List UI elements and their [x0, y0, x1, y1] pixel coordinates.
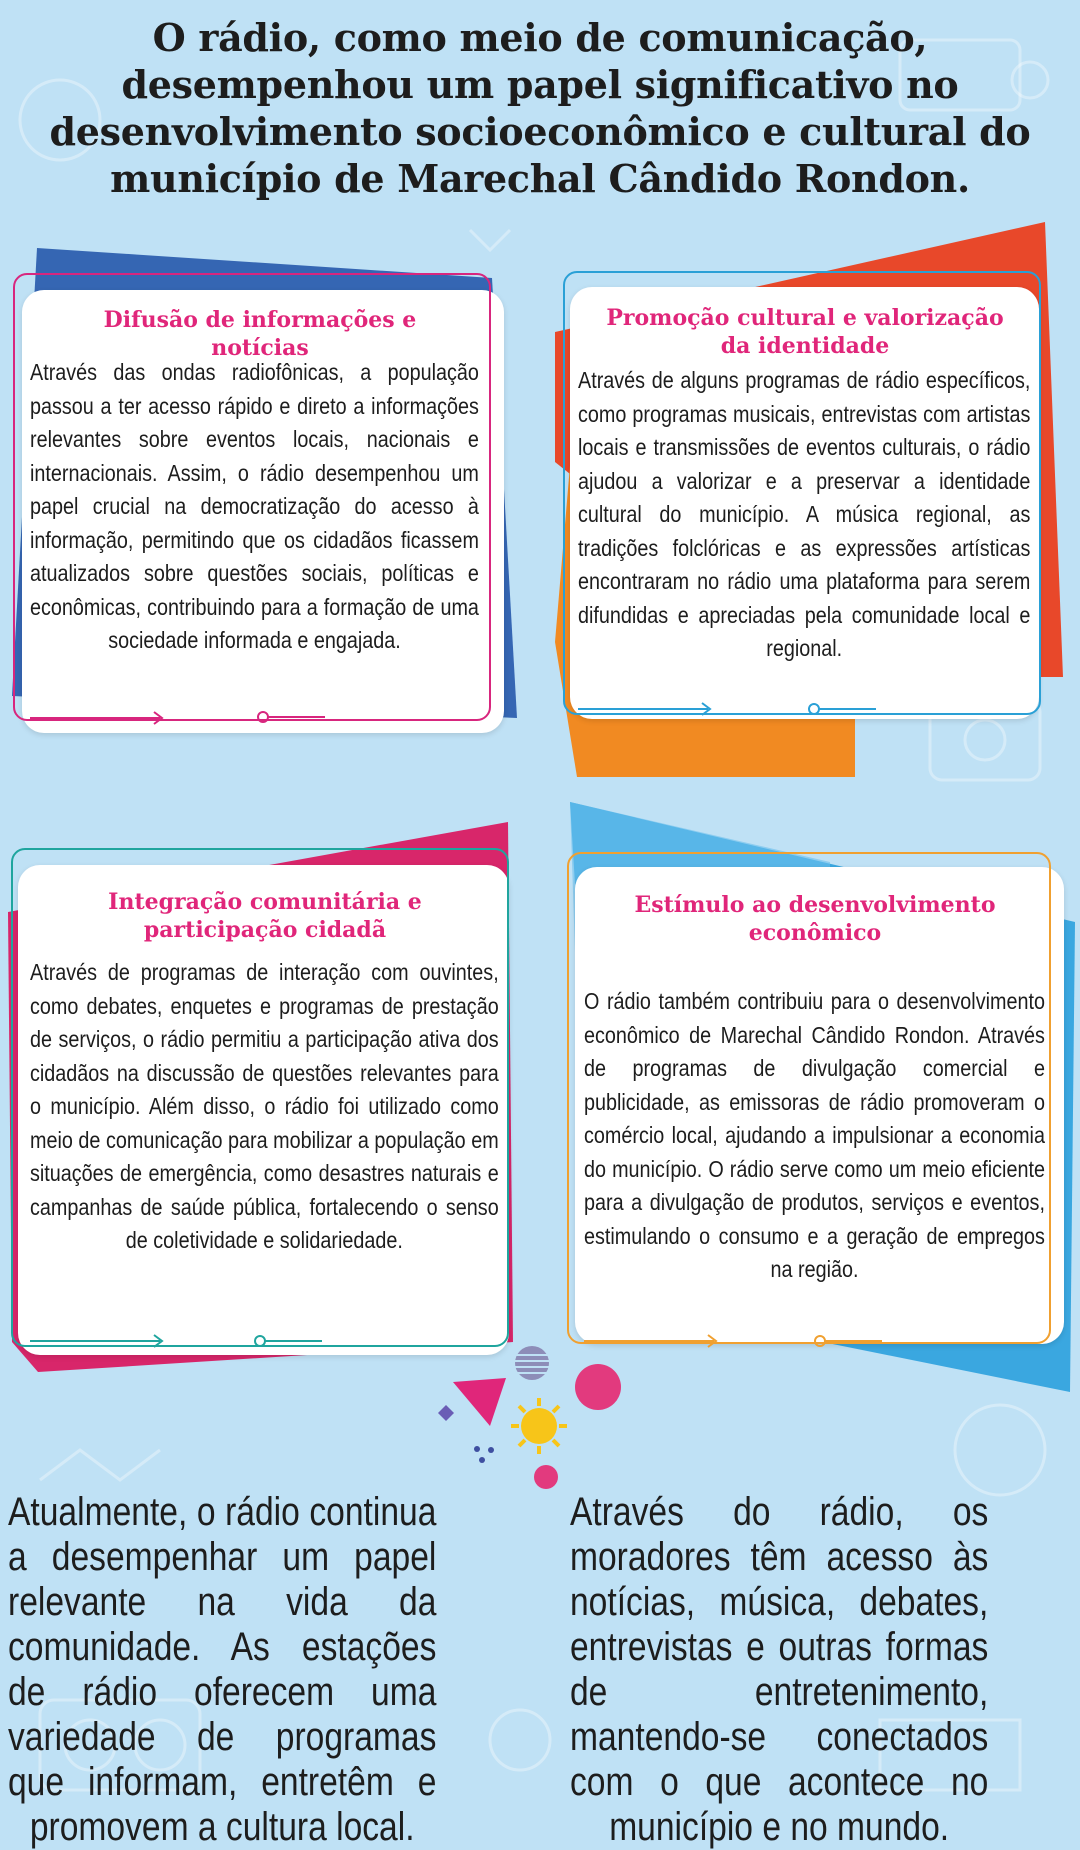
card3-text: Através de programas de interação com ouvintes, como debates, enquetes e programas de prestação de serviços, o rádio permitiu a participação ativa dos cidadãos na discussão de questões relevantes para o município. Além disso, o rádio foi utilizado como meio de comunicação para mobilizar a população em situações de emergência, como desastres naturais e campanhas de saúde pública, fortalecendo o senso de coletividade e solidariedade. [30, 959, 499, 1253]
dot-icon [474, 1446, 480, 1452]
ring-icon [515, 1346, 549, 1380]
ring-icon [806, 701, 876, 717]
sun-icon [511, 1398, 567, 1454]
dot-icon [488, 1447, 494, 1453]
circle-icon [575, 1364, 621, 1410]
card4-title: Estímulo ao desenvolvimento econômico [634, 892, 996, 946]
card1-title: Difusão de informações e notícias [103, 307, 417, 361]
card2-title: Promoção cultural e valorização da identidade [606, 305, 1004, 359]
dot-icon [479, 1457, 485, 1463]
page-title: O rádio, como meio de comunicação, desempenhou um papel significativo no desenvolvimento socioeconômico e cultural do município de Marechal Cândido Rondon. [49, 15, 1031, 201]
card4-text: O rádio também contribuiu para o desenvolvimento econômico de Marechal Cândido Rondon. Através de programas de divulgação comercial e publicidade, as emissoras de rádio promoveram o comércio local, ajudando a impulsionar a economia do município. O rádio serve como um meio eficiente para a divulgação de produtos, serviços e eventos, estimulando o consumo e a geração de empregos na região. [584, 988, 1045, 1282]
bottom-right-text: Através do rádio, os moradores têm acesso às notícias, música, debates, entrevistas e outras formas de entretenimento, mantendo-se conectados com o que acontece no município e no mundo. [570, 1490, 989, 1849]
ring-icon [252, 1333, 322, 1349]
arrow-right-icon [578, 701, 718, 717]
arrow-right-icon [30, 710, 170, 726]
bottom-left-text: Atualmente, o rádio continua a desempenhar um papel relevante na vida da comunidade. As estações de rádio oferecem uma variedade de programas que informam, entretêm e promovem a cultura local. [8, 1490, 437, 1849]
arrow-right-icon [30, 1333, 170, 1349]
confetti-decoration [420, 1340, 640, 1500]
card3-title: Integração comunitária e participação cidadã [108, 889, 422, 943]
ring-icon [255, 709, 325, 725]
card1-text: Através das ondas radiofônicas, a população passou a ter acesso rápido e direto a informações relevantes sobre eventos locais, nacionais e internacionais. Assim, o rádio desempenhou um papel crucial na democratização do acesso à informação, permitindo que os cidadãos ficassem atualizados sobre questões sociais, políticas e econômicas, contribuindo para a formação de uma sociedade informada e engajada. [30, 359, 479, 653]
dot-icon [438, 1405, 454, 1421]
triangle-icon [453, 1378, 506, 1426]
card2-text: Através de alguns programas de rádio específicos, como programas musicais, entrevistas com artistas locais e transmissões de eventos culturais, o rádio ajudou a valorizar e a preservar a identidade cultural do município. A música regional, as tradições folclóricas e as expressões artísticas encontraram no rádio uma plataforma para serem difundidas e apreciadas pela comunidade local e regional. [578, 367, 1031, 661]
circle-icon [534, 1465, 558, 1489]
ring-icon [812, 1333, 882, 1349]
